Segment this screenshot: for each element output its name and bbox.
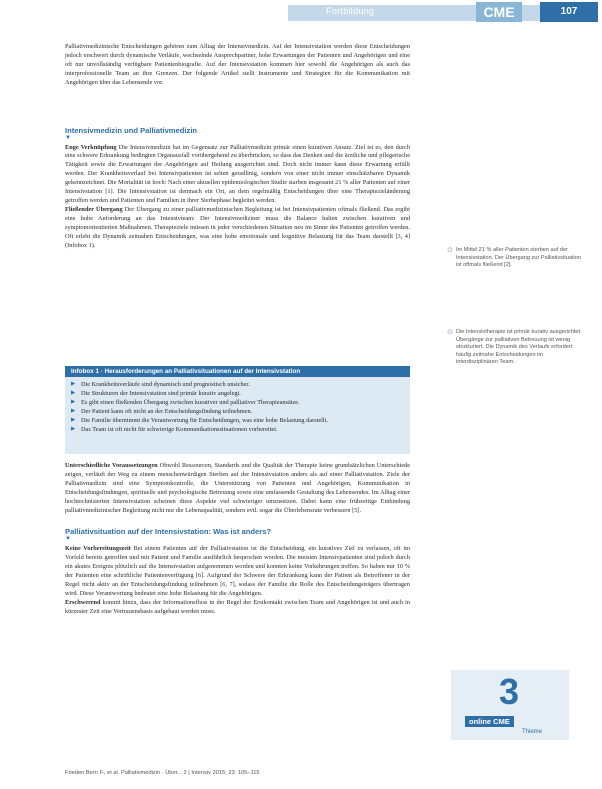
lead-term: Fließender Übergang: [65, 205, 123, 213]
cme-online-label: online CME: [465, 716, 514, 727]
paragraph-text: Bei einem Patienten auf der Palliativstation ist die Entscheidung, ein kuratives Ziel zu verlassen, oft im Vorfeld bereits getroffen und mit Patient und Familie ausführlich besprochen worden. Die meisten Intensivpatienten sind jedoch durch ein akutes Ereignis plötzlich auf die Intensivstation aufgenommen worden und konnten keine Vorkehrungen treffen. So haben nur 10 % der Patienten eine schriftliche Patientenverfügung [6]. Aufgrund der Schwere der Erkrankung kann der Patient als Betroffener in der Regel nicht aktiv an der Entscheidungsfindung teilnehmen [6, 7], sodass der Familie die Rolle des Entscheidungsträgers übertragen wird. Diese Verantwortung bedeutet eine hohe Belastung für die Angehörigen.: [65, 545, 410, 597]
infobox-list: [65, 377, 410, 434]
lead-term: Keine Vorbereitungszeit: [65, 545, 131, 553]
infobox-item-text: Die Familie übernimmt die Verantwortung für Entscheidungen, was eine hohe Belastung darstellt.: [81, 417, 328, 424]
header-section-label: Fortbildung: [326, 6, 375, 16]
triangle-bullet-icon: ▶: [71, 390, 76, 396]
section1-paragraph-1: [65, 144, 410, 206]
infobox-item-text: Die Strukturen der Intensivstation sind primär kurativ angelegt.: [81, 390, 241, 397]
triangle-bullet-icon: ▶: [71, 417, 76, 423]
infobox-item: [71, 389, 404, 398]
infobox-title: Infobox 1 · Herausforderungen an Palliativsituationen auf der Intensivstation: [65, 366, 410, 377]
circle-bullet-icon: ⊙: [447, 329, 453, 336]
cme-publisher: Thieme: [522, 729, 543, 735]
infobox-item: [71, 407, 404, 416]
section2-paragraph-2: [65, 599, 410, 617]
margin-note-text: Im Mittel 21 % aller Patienten sterben auf der Intensivstation. Der Übergang zur Palliativsituation ist oftmals fließend [2].: [456, 247, 581, 269]
main-column-lower: [65, 462, 410, 617]
margin-note: [447, 247, 583, 270]
section1-paragraph-2: [65, 206, 410, 251]
infobox-item: [71, 416, 404, 425]
section1-paragraph-3: [65, 462, 410, 515]
section-title-was-ist-anders: Palliativsituation auf der Intensivstation: Was ist anders?: [65, 527, 272, 537]
triangle-bullet-icon: ▶: [71, 408, 76, 414]
infobox-item-text: Es gibt einen fließenden Übergang zwischen kurativer und palliativer Therapieansätze.: [81, 399, 300, 406]
lead-term: Unterschiedliche Voraussetzungen: [65, 462, 158, 469]
infobox-item-text: Das Team ist oft nicht für schwierige Kommunikationssituationen vorbereitet.: [81, 426, 278, 433]
main-column: [65, 43, 410, 250]
triangle-bullet-icon: ▶: [71, 399, 76, 405]
lead-term: Enge Verknüpfung: [65, 143, 117, 151]
infobox-item: [71, 380, 404, 389]
section2-paragraph-1: [65, 545, 410, 598]
cme-points-number: 3: [498, 671, 520, 712]
triangle-bullet-icon: ▶: [71, 381, 76, 387]
margin-note: [447, 329, 583, 367]
section-arrow-icon: ▼: [65, 536, 71, 543]
margin-note-text: Die Intensivtherapie ist primär kurativ ausgerichtet. Übergänge zur palliativen Betreuung ist wenig strukturiert. Die Dynamik des Verlaufs erfordert häufig zeitnahe Entscheidungen im interdisziplinären Team.: [456, 329, 582, 366]
paragraph-text: Der Übergang zu einer palliativmedizinischen Begleitung ist bei Intensivpatienten oftmals fließend. Das ergibt eine hohe Anforderung an das Intensivteam: Der Intensivmediziner muss die Balance halten zwischen kurativen und symptomorientierten Maßnahmen. Therapieziele müssen in jeder verschiedenen Situation neu im Sinne des Patienten getroffen werden. Oft erlebt die Dynamik zeitnahen Entscheidungen, was eine hohe emotionale und kognitive Belastung für das Team darstellt [3, 4] (Infobox 1).: [65, 205, 410, 249]
circle-bullet-icon: ⊙: [447, 247, 453, 254]
infobox-1: [65, 366, 410, 454]
section-arrow-icon: ▼: [65, 134, 71, 141]
paragraph-text: Die Intensivmedizin hat im Gegensatz zur Palliativmedizin primär einen kurativen Ansatz. Ziel ist es, den durch eine schwere Erkrankung bedingten Organausfall vorübergehend zu überbrücken, so dass das Denken und die ärztliche und pflegerische Tätigkeit sowie die Erwartungen der Angehörigen auf Heilung ausgerichtet sind. Doch nicht immer kann diese Erwartung erfüllt werden. Der Krankheitsverlauf bei Intensivpatienten ist selten geradlinig, sondern von einer nicht immer einschätzbaren Dynamik gekennzeichnet. Die Mortalität ist hoch: Nach einer aktuellen epidemiologischen Studie starben insgesamt 21 % aller Patienten auf einer Intensivstation [1]. Die Intensivstation ist demnach ein Ort, an dem regelmäßig Entscheidungen über eine Therapiezieländerung getroffen werden und Patienten und Familien in ihrer Sterbephase begleitet werden.: [65, 143, 410, 204]
paragraph-text: Obwohl Ressourcen, Standards und die Qualität der Therapie keine grundsätzlichen Unterschiede zeigen, verläuft der Weg zu einem menschenwürdigen Sterben auf der Intensivstation anders als auf einer Palliativstation. Ziele der Palliativmedizin sind eine Symptomkontrolle, die Unterstützung von Patienten und Angehörigen, Kommunikation in Entscheidungsfindungen, spirituelle und psychologische Betreuung sowie eine umfassende Gestaltung des Lebensendes. Im Alltag einer hochtechnisierten Intensivstation scheinen diese Aspekte viel schwieriger umzusetzen. Dabei kann eine frühzeitige Einbindung palliativmedizinischer Begleitung nicht nur die Lebensqualität, sondern evtl. sogar die Überlebensrate verbessern [5].: [65, 462, 410, 514]
page-number: 107: [540, 2, 598, 22]
infobox-item: [71, 425, 404, 434]
lead-term: Erschwerend: [65, 598, 101, 606]
infobox-item-text: Die Krankheitsverläufe sind dynamisch und prognostisch unsicher.: [81, 381, 250, 388]
intro-paragraph: Palliativmedizinische Entscheidungen gehören zum Alltag der Intensivmedizin. Auf der Intensivstation werden diese Entscheidungen jedoch erschwert durch dynamische Verläufe, wechselnde Ansprechpartner, hohe Erwartungen der Patienten und Angehörigen und eine oft nur unvollständig verfügbare Patientenbiografie. Auf der Intensivstation kommen hier sowohl die Angehörigen als auch das interprofessionelle Team an ihre Grenzen. Der folgende Artikel stellt Instrumente und Strategien für die Kommunikation mit Angehörigen über das Lebensende vor.: [65, 43, 410, 86]
infobox-item-text: Der Patient kann oft nicht an der Entscheidungsfindung teilnehmen.: [81, 408, 253, 415]
triangle-bullet-icon: ▶: [71, 426, 76, 432]
infobox-item: [71, 398, 404, 407]
paragraph-text: kommt hinzu, dass der Informationsfluss in der Regel der Erstkontakt zwischen Team und Angehörigen ist und auch in kürzester Zeit eine Vertrauensbasis aufgebaut werden muss.: [65, 598, 410, 615]
page-footer-citation: Frieden Bern F., et al. Palliativmedizin · Über... 2 | Intensiv 2015; 23: 105–115: [65, 770, 260, 776]
cme-header-badge: CME: [476, 2, 522, 22]
section-title-intensiv-palliativ: Intensivmedizin und Palliativmedizin: [65, 125, 198, 135]
